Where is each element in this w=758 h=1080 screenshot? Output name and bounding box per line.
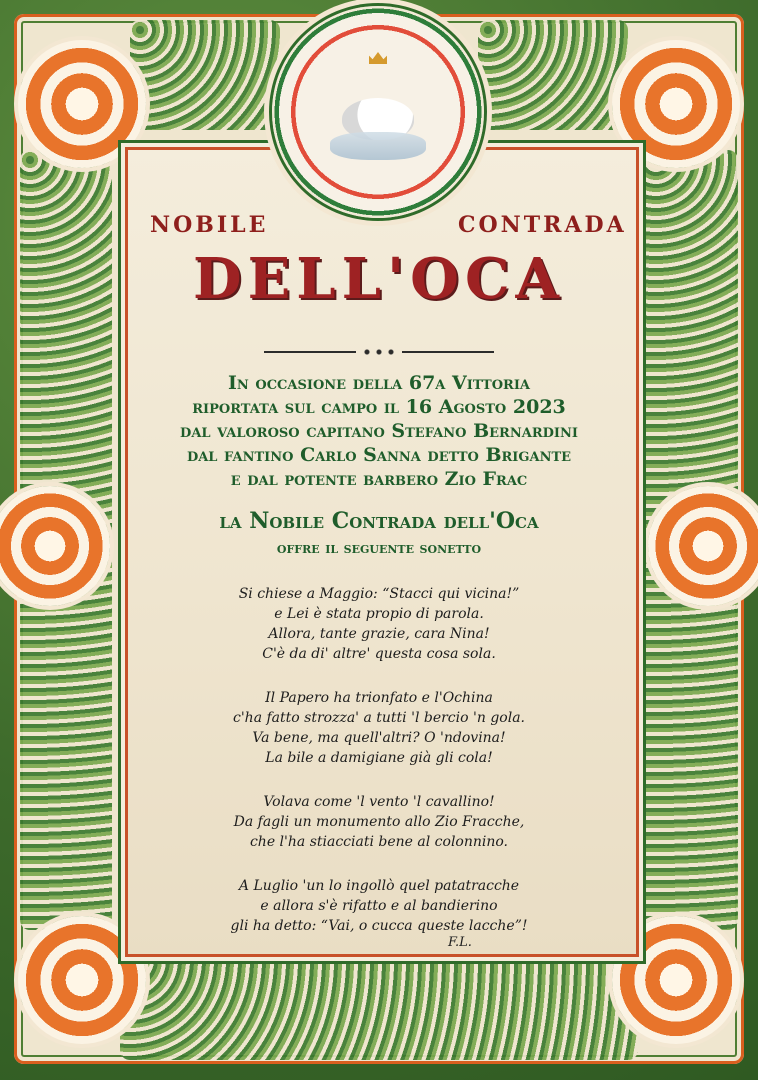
divider-knots: [361, 347, 397, 357]
verse-line: c'ha fatto strozza' a tutti 'l bercio 'n gola.: [232, 710, 525, 726]
verse-line: gli ha detto: “Vai, o cucca queste lacche”!: [230, 918, 528, 934]
offer-subtitle: offre il seguente sonetto: [276, 538, 482, 557]
rosette-middle-right: [648, 486, 758, 606]
verse-line: La bile a damigiane già gli cola!: [265, 750, 493, 766]
offer-title: la Nobile Contrada dell'Oca: [219, 508, 539, 534]
occasion-line: e dal potente barbero Zio Frac: [230, 468, 528, 490]
verse-line: Volava come 'l vento 'l cavallino!: [263, 794, 495, 810]
verse-line: Il Papero ha trionfato e l'Ochina: [265, 690, 493, 706]
top-right-floral-border: [478, 20, 628, 130]
heading-contrada: CONTRADA: [458, 212, 627, 238]
sonnet: [120, 584, 638, 960]
divider-line-left: [264, 351, 356, 353]
occasion-text: [120, 371, 638, 491]
heading-dell-oca: DELL'OCA: [193, 246, 565, 312]
occasion-line: dal valoroso capitano Stefano Bernardini: [180, 420, 578, 442]
verse-line: e Lei è stata propio di parola.: [274, 606, 484, 622]
verse-line: Allora, tante grazie, cara Nina!: [268, 626, 490, 642]
occasion-line: dal fantino Carlo Sanna detto Brigante: [186, 444, 572, 466]
bottom-floral-border: [120, 950, 638, 1060]
stanza-4: [120, 876, 638, 936]
contrada-emblem: [272, 6, 484, 218]
heading-nobile: NOBILE: [150, 212, 269, 238]
verse-line: C'è da di' altre' questa cosa sola.: [262, 646, 496, 662]
ornamental-divider: [264, 347, 494, 357]
verse-line: che l'ha stiacciati bene al colonnino.: [249, 834, 509, 850]
water-icon: [330, 132, 426, 160]
stanza-1: [120, 584, 638, 664]
stanza-3: [120, 792, 638, 852]
signature: F.L.: [448, 935, 472, 950]
verse-line: Va bene, ma quell'altri? O 'ndovina!: [252, 730, 506, 746]
occasion-line: In occasione della 67a Vittoria: [228, 372, 530, 394]
divider-line-right: [402, 351, 494, 353]
verse-line: e allora s'è rifatto e al bandierino: [260, 898, 498, 914]
crown-icon: [369, 52, 387, 64]
verse-line: Da fagli un monumento allo Zio Fracche,: [233, 814, 525, 830]
stanza-2: [120, 688, 638, 768]
verse-line: Si chiese a Maggio: “Stacci qui vicina!”: [238, 586, 520, 602]
verse-line: A Luglio 'un lo ingollò quel patatracche: [238, 878, 520, 894]
occasion-line: riportata sul campo il 16 Agosto 2023: [192, 396, 566, 418]
top-left-floral-border: [130, 20, 280, 130]
